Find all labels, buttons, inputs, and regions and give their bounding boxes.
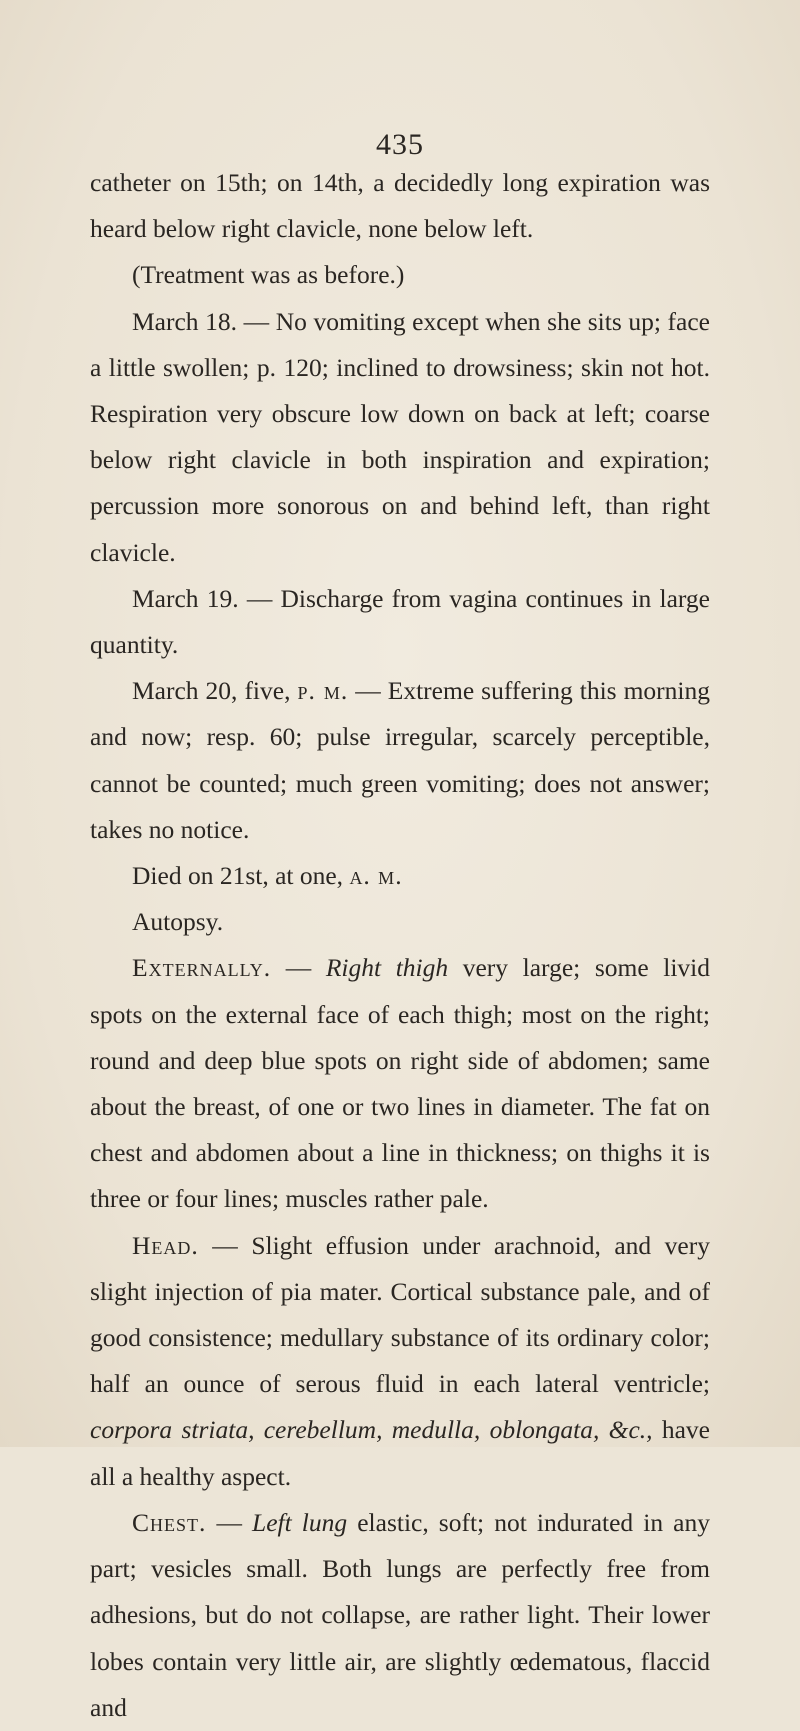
paragraph: [90, 160, 710, 252]
body-text: [90, 160, 710, 1731]
text-run: Died on 21st, at one,: [132, 861, 350, 891]
text-run: —: [271, 953, 326, 983]
paragraph: [90, 945, 710, 1222]
small-caps-text: Externally.: [132, 953, 272, 983]
text-run: catheter on 15th; on 14th, a decidedly long expiration was heard below right clavicle, none below left.: [90, 168, 710, 244]
text-run: — Extreme suffering this morning and now; resp. 60; pulse irregular, scarcely perceptible, cannot be counted; much green vomiting; does not answer; takes no notice.: [90, 676, 711, 844]
small-caps-text: a. m.: [349, 861, 403, 891]
italic-text: Right thigh: [325, 953, 449, 983]
page-number: 435: [376, 128, 424, 161]
text-run: March 19. — Discharge from vagina continues in large quantity.: [90, 583, 710, 660]
paragraph: [90, 252, 710, 298]
text-run: Autopsy.: [132, 907, 224, 937]
text-run: have all a healthy aspect.: [90, 1415, 710, 1491]
small-caps-text: p. m.: [297, 676, 349, 706]
paragraph: [90, 1500, 710, 1731]
paragraph: [90, 668, 710, 853]
paragraph: [90, 899, 710, 945]
italic-text: corpora striata, cerebellum, medulla, oblongata, &c.,: [90, 1415, 653, 1445]
paragraph: [90, 1223, 710, 1500]
text-run: March 18. — No vomiting except when she sits up; face a little swollen; p. 120; inclined to drowsiness; skin not hot. Respiration very obscure low down on back at left; coarse below right clavicle in both inspiration and expiration; percussion more sonorous on and behind left, than right clavicle.: [90, 306, 710, 567]
text-run: March 20, five,: [132, 676, 298, 706]
paragraph: [90, 576, 710, 668]
italic-text: Left lung: [252, 1507, 348, 1537]
text-run: elastic, soft; not indurated in any part; vesicles small. Both lungs are perfectly free from adhesions, but do not collapse, are rather light. Their lower lobes contain very little air, are slightly œdematous, flaccid and: [90, 1507, 710, 1722]
text-run: — Slight effusion under arachnoid, and very slight injection of pia mater. Cortical substance pale, and of good consistence; medullary substance of its ordinary color; half an ounce of serous fluid in each lateral ventricle;: [90, 1230, 710, 1399]
paragraph: [90, 299, 710, 576]
text-run: very large; some livid spots on the external face of each thigh; most on the right; round and deep blue spots on right side of abdomen; same about the breast, of one or two lines in diameter. The fat on chest and abdomen about a line in thickness; on thighs it is three or four lines; muscles rather pale.: [90, 953, 711, 1214]
text-run: —: [206, 1507, 253, 1537]
small-caps-text: Head.: [132, 1230, 199, 1260]
small-caps-text: Chest.: [132, 1507, 207, 1537]
text-run: (Treatment was as before.): [132, 260, 405, 290]
paragraph: [90, 853, 710, 899]
